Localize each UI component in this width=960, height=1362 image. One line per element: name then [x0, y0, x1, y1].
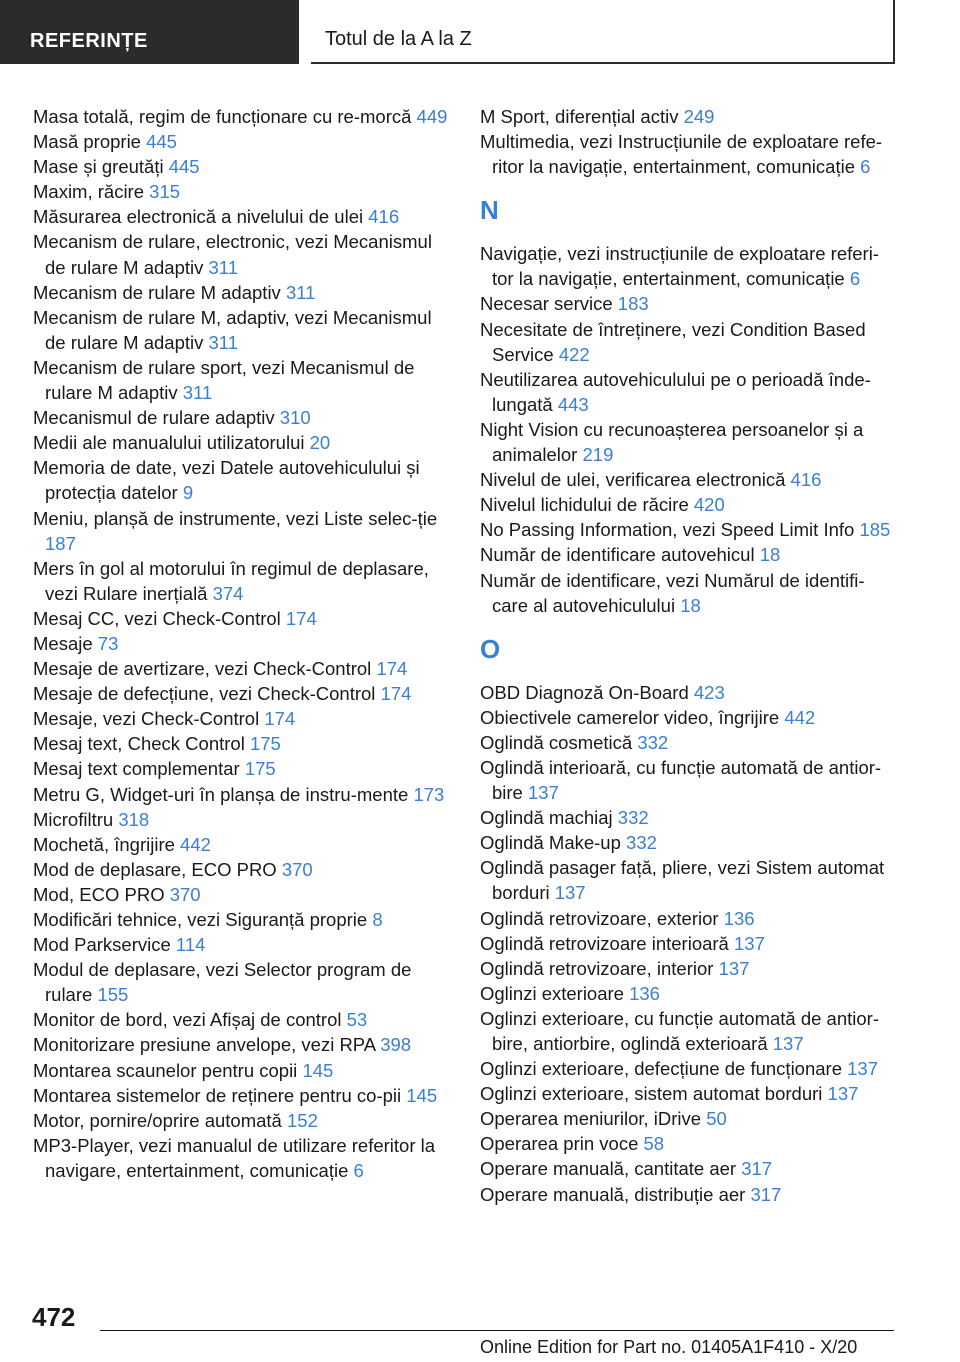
index-entry — [480, 417, 900, 467]
index-entry — [480, 730, 900, 755]
page-reference-link[interactable]: 445 — [168, 156, 200, 178]
index-entry — [33, 681, 453, 706]
index-entry — [33, 204, 453, 229]
index-entry — [480, 680, 900, 705]
index-entry — [33, 1083, 453, 1108]
index-entry-text: Oglindă cosmetică — [480, 731, 633, 753]
index-entry — [480, 542, 900, 567]
index-entry — [33, 455, 453, 505]
index-column-right — [480, 104, 900, 1207]
index-entry-text: Mecanism de rulare sport, vezi Mecanismul de rulare M adaptiv — [33, 356, 415, 404]
index-entry-text: Măsurarea electronică a nivelului de ulei — [33, 206, 364, 228]
index-entry-text: Metru G, Widget-uri în planșa de instru-mente — [33, 783, 409, 805]
index-entry-text: Night Vision cu recunoașterea persoanelor și a animalelor — [480, 418, 864, 466]
index-group-m-continued — [480, 104, 900, 179]
index-entry — [33, 807, 453, 832]
page-reference-link[interactable]: 137 — [772, 1033, 804, 1054]
index-entry — [480, 755, 900, 805]
page-reference-link[interactable]: 370 — [281, 858, 313, 880]
page-reference-link[interactable]: 137 — [847, 1058, 879, 1080]
footer-divider — [100, 1330, 894, 1331]
index-entry-text: Necesitate de întreținere, vezi Condition Based Service — [480, 318, 866, 365]
index-entry — [480, 291, 900, 316]
page-reference-link[interactable]: 9 — [182, 482, 194, 504]
page-reference-link[interactable]: 136 — [629, 982, 660, 1004]
page-reference-link[interactable]: 137 — [554, 882, 586, 904]
index-entry — [33, 280, 453, 305]
index-entry — [33, 556, 453, 606]
chapter-title: Totul de la A la Z — [325, 28, 472, 50]
index-entry-text: Neutilizarea autovehiculului pe o perioadă înde-lungată — [480, 368, 871, 415]
index-entry-text: Mesaj text complementar — [33, 758, 240, 780]
index-entry-text: Mod, ECO PRO — [33, 883, 165, 905]
index-entry — [33, 104, 453, 129]
index-entry — [33, 656, 453, 681]
index-entry-text: Mod Parkservice — [33, 934, 171, 956]
page-reference-link[interactable]: 422 — [558, 343, 590, 365]
page-reference-link[interactable]: 317 — [750, 1183, 782, 1205]
index-entry-text: M Sport, diferențial activ — [480, 106, 679, 127]
index-entry-text: Oglindă retrovizoare, interior — [480, 957, 714, 979]
index-entry — [33, 1058, 453, 1083]
index-letter-n: N — [480, 195, 499, 226]
page-reference-link[interactable]: 317 — [741, 1158, 773, 1180]
index-entry-text: Monitor de bord, vezi Afișaj de control — [33, 1009, 342, 1031]
index-entry-text: Operare manuală, cantitate aer — [480, 1158, 737, 1180]
page-reference-link[interactable]: 145 — [302, 1059, 334, 1081]
index-entry-text: Necesar service — [480, 293, 613, 315]
index-entry-text: Mecanism de rulare, electronic, vezi Mecanismul de rulare M adaptiv — [33, 231, 432, 278]
index-entry-text: Nivelul lichidului de răcire — [480, 494, 689, 516]
index-entry — [33, 154, 453, 179]
index-entry — [480, 317, 900, 367]
index-entry — [33, 1108, 453, 1133]
page-reference-link[interactable]: 442 — [784, 706, 816, 728]
index-entry — [33, 782, 453, 807]
index-entry-text: Operarea meniurilor, iDrive — [480, 1108, 702, 1130]
index-entry-text: Oglinzi exterioare, defecțiune de funcționare — [480, 1058, 842, 1080]
index-entry-text: Motor, pornire/oprire automată — [33, 1109, 282, 1131]
page-reference-link[interactable]: 6 — [849, 268, 861, 290]
index-entry — [33, 305, 453, 355]
index-entry-text: Mers în gol al motorului în regimul de deplasare, vezi Rulare inerțială — [33, 557, 429, 604]
index-entry-text: Mesaje de defecțiune, vezi Check-Control — [33, 683, 376, 705]
page-reference-link[interactable]: 449 — [416, 106, 448, 127]
index-entry — [33, 857, 453, 882]
index-entry — [33, 355, 453, 405]
page-reference-link[interactable]: 20 — [309, 432, 331, 454]
index-entry-text: Mesaje, vezi Check-Control — [33, 708, 260, 730]
index-entry-text: Oglindă interioară, cu funcție automată de antior-bire — [480, 756, 882, 804]
page-reference-link[interactable]: 152 — [287, 1109, 318, 1131]
page-reference-link[interactable]: 332 — [617, 807, 649, 829]
page-reference-link[interactable]: 175 — [244, 758, 276, 780]
section-label: REFERINȚE — [30, 30, 148, 52]
index-entry-text: Număr de identificare autovehicul — [480, 544, 755, 566]
index-entry-text: Medii ale manualului utilizatorului — [33, 432, 305, 454]
index-entry — [480, 492, 900, 517]
page-reference-link[interactable]: 137 — [734, 932, 765, 954]
index-entry-text: Modificări tehnice, vezi Siguranță proprie — [33, 909, 368, 930]
index-entry — [33, 957, 453, 1007]
index-entry-text: Nivelul de ulei, verificarea electronică — [480, 469, 786, 491]
page-reference-link[interactable]: 18 — [759, 544, 781, 566]
page-reference-link[interactable]: 332 — [626, 832, 657, 854]
page-reference-link[interactable]: 175 — [249, 733, 281, 755]
page-reference-link[interactable]: 174 — [264, 708, 296, 730]
page-reference-link[interactable]: 315 — [149, 181, 181, 203]
index-entry-text: Număr de identificare, vezi Numărul de identifi-care al autovehiculului — [480, 569, 865, 616]
page-reference-link[interactable]: 73 — [97, 632, 119, 654]
index-entry — [480, 467, 900, 492]
section-tab — [0, 0, 299, 64]
index-entry — [480, 367, 900, 417]
index-entry-text: Maxim, răcire — [33, 181, 145, 203]
index-entry-text: Oglindă pasager față, pliere, vezi Sistem automat borduri — [480, 857, 885, 904]
index-entry-text: Montarea sistemelor de reținere pentru co-pii — [33, 1084, 402, 1106]
index-entry — [33, 706, 453, 731]
index-entry — [33, 506, 453, 556]
page-reference-link[interactable]: 416 — [368, 206, 400, 228]
index-entry — [33, 907, 453, 932]
page-reference-link[interactable]: 136 — [723, 907, 755, 929]
page-reference-link[interactable]: 219 — [582, 444, 614, 466]
index-entry — [480, 805, 900, 830]
index-entry — [33, 229, 453, 279]
page-reference-link[interactable]: 137 — [718, 957, 750, 979]
page-reference-link[interactable]: 174 — [285, 607, 317, 629]
index-entry-text: Oglinzi exterioare, cu funcție automată de antior-bire, antiorbire, oglindă exterioară — [480, 1007, 879, 1054]
page-reference-link[interactable]: 318 — [118, 808, 150, 830]
index-entry — [33, 731, 453, 756]
index-group-o — [480, 680, 900, 1207]
page-reference-link[interactable]: 374 — [212, 582, 244, 604]
chapter-title-box — [311, 0, 895, 64]
index-entry-text: Memoria de date, vezi Datele autovehiculului și protecția datelor — [33, 457, 420, 504]
index-entry-text: Meniu, planșă de instrumente, vezi Liste selec-ție — [33, 507, 438, 529]
index-entry — [480, 1131, 900, 1156]
index-entry — [480, 906, 900, 931]
index-entry — [33, 430, 453, 455]
index-entry-text: Mase și greutăți — [33, 156, 164, 178]
index-entry — [33, 882, 453, 907]
page-reference-link[interactable]: 311 — [208, 256, 239, 278]
page-reference-link[interactable]: 423 — [693, 681, 725, 703]
index-entry-text: Operarea prin voce — [480, 1133, 639, 1155]
index-entry-text: Mesaje — [33, 632, 93, 654]
page-reference-link[interactable]: 137 — [528, 782, 559, 804]
page-reference-link[interactable]: 187 — [45, 532, 76, 554]
page-reference-link[interactable]: 445 — [146, 131, 177, 153]
index-entry-text: Oglinzi exterioare — [480, 982, 624, 1004]
index-entry — [480, 241, 900, 291]
page-reference-link[interactable]: 50 — [706, 1108, 727, 1130]
page-reference-link[interactable]: 137 — [827, 1083, 859, 1105]
index-entry-text: Obiectivele camerelor video, îngrijire — [480, 706, 780, 728]
index-entry-text: Oglindă machiaj — [480, 807, 613, 829]
page-reference-link[interactable]: 6 — [860, 156, 871, 178]
index-entry — [480, 855, 900, 905]
index-entry-text: MP3-Player, vezi manualul de utilizare referitor la navigare, entertainment, comunicație — [33, 1134, 436, 1181]
index-entry-text: Monitorizare presiune anvelope, vezi RPA — [33, 1034, 376, 1056]
index-entry — [480, 1056, 900, 1081]
index-letter-o: O — [480, 633, 501, 664]
page-reference-link[interactable]: 311 — [182, 382, 213, 404]
index-entry-text: No Passing Information, vezi Speed Limit Info — [480, 519, 855, 541]
page-reference-link[interactable]: 114 — [175, 934, 206, 956]
page-number: 472 — [32, 1302, 76, 1332]
index-entry — [33, 932, 453, 957]
page-reference-link[interactable]: 310 — [279, 407, 311, 429]
page-header — [0, 0, 960, 64]
index-entry — [33, 129, 453, 154]
index-entry-text: Masa totală, regim de funcționare cu re-morcă — [33, 106, 412, 127]
page-reference-link[interactable]: 442 — [180, 833, 211, 855]
page-reference-link[interactable]: 173 — [413, 783, 445, 805]
page-reference-link[interactable]: 18 — [680, 594, 701, 616]
page-reference-link[interactable]: 53 — [346, 1009, 368, 1031]
index-entry-text: Oglindă retrovizoare, exterior — [480, 907, 719, 929]
index-entry-text: OBD Diagnoză On-Board — [480, 681, 689, 703]
index-entry-text: Mesaj CC, vezi Check-Control — [33, 607, 281, 629]
index-entry — [480, 104, 900, 129]
index-entry-text: Oglinzi exterioare, sistem automat borduri — [480, 1083, 823, 1105]
index-entry-text: Mochetă, îngrijire — [33, 833, 175, 855]
index-entry-text: Microfiltru — [33, 808, 114, 830]
page-reference-link[interactable]: 332 — [637, 731, 669, 753]
index-entry — [33, 606, 453, 631]
index-entry-text: Mecanismul de rulare adaptiv — [33, 407, 275, 429]
index-entry — [480, 1182, 900, 1207]
page-reference-link[interactable]: 420 — [693, 494, 725, 516]
index-entry — [480, 129, 900, 179]
index-entry-text: Mecanism de rulare M, adaptiv, vezi Mecanismul de rulare M adaptiv — [33, 306, 432, 353]
page-reference-link[interactable]: 145 — [406, 1084, 438, 1106]
index-entry — [480, 956, 900, 981]
index-entry — [480, 568, 900, 618]
index-entry — [33, 1133, 453, 1183]
page-reference-link[interactable]: 185 — [859, 519, 891, 541]
index-entry — [33, 405, 453, 430]
page-reference-link[interactable]: 58 — [643, 1133, 665, 1155]
page-reference-link[interactable]: 174 — [380, 683, 412, 705]
index-entry — [480, 1156, 900, 1181]
index-entry — [480, 1106, 900, 1131]
index-entry — [33, 756, 453, 781]
page-reference-link[interactable]: 155 — [97, 984, 129, 1006]
page-reference-link[interactable]: 370 — [169, 883, 201, 905]
page-reference-link[interactable]: 416 — [790, 469, 822, 491]
index-entry — [480, 981, 900, 1006]
index-entry-text: Mod de deplasare, ECO PRO — [33, 858, 277, 880]
index-entry-text: Operare manuală, distribuție aer — [480, 1183, 746, 1205]
index-entry-text: Mesaje de avertizare, vezi Check-Control — [33, 658, 372, 680]
index-entry — [33, 1007, 453, 1032]
index-entry-text: Navigație, vezi instrucțiunile de exploatare referi-tor la navigație, entertainment, comunicație — [480, 243, 879, 290]
index-entry-text: Masă proprie — [33, 131, 141, 153]
index-entry — [480, 1081, 900, 1106]
page-reference-link[interactable]: 311 — [285, 281, 316, 303]
index-entry-text: Oglindă Make-up — [480, 832, 621, 854]
index-entry — [33, 179, 453, 204]
index-entry — [480, 517, 900, 542]
page-reference-link[interactable]: 6 — [353, 1159, 364, 1181]
index-entry-text: Mecanism de rulare M adaptiv — [33, 281, 281, 303]
index-entry-text: Montarea scaunelor pentru copii — [33, 1059, 298, 1081]
index-column-left — [33, 104, 453, 1183]
page-reference-link[interactable]: 183 — [617, 293, 649, 315]
index-entry — [33, 1032, 453, 1057]
index-entry — [480, 830, 900, 855]
page-reference-link[interactable]: 8 — [372, 909, 383, 930]
index-entry — [480, 931, 900, 956]
page-reference-link[interactable]: 249 — [683, 106, 715, 127]
index-entry-text: Multimedia, vezi Instrucțiunile de exploatare refe-ritor la navigație, entertainment, comunicație — [480, 131, 883, 178]
edition-footer: Online Edition for Part no. 01405A1F410 - X/20 — [480, 1337, 858, 1357]
index-entry-text: Oglindă retrovizoare interioară — [480, 932, 729, 954]
index-entry — [33, 832, 453, 857]
page-reference-link[interactable]: 174 — [376, 658, 408, 680]
page-reference-link[interactable]: 443 — [557, 393, 589, 415]
index-entry-text: Modul de deplasare, vezi Selector program de rulare — [33, 959, 412, 1006]
index-group-n — [480, 241, 900, 617]
index-entry — [480, 705, 900, 730]
index-entry — [480, 1006, 900, 1056]
index-entry-text: Mesaj text, Check Control — [33, 733, 245, 755]
page-reference-link[interactable]: 398 — [380, 1034, 412, 1056]
index-entry — [33, 631, 453, 656]
page-reference-link[interactable]: 311 — [208, 331, 239, 353]
